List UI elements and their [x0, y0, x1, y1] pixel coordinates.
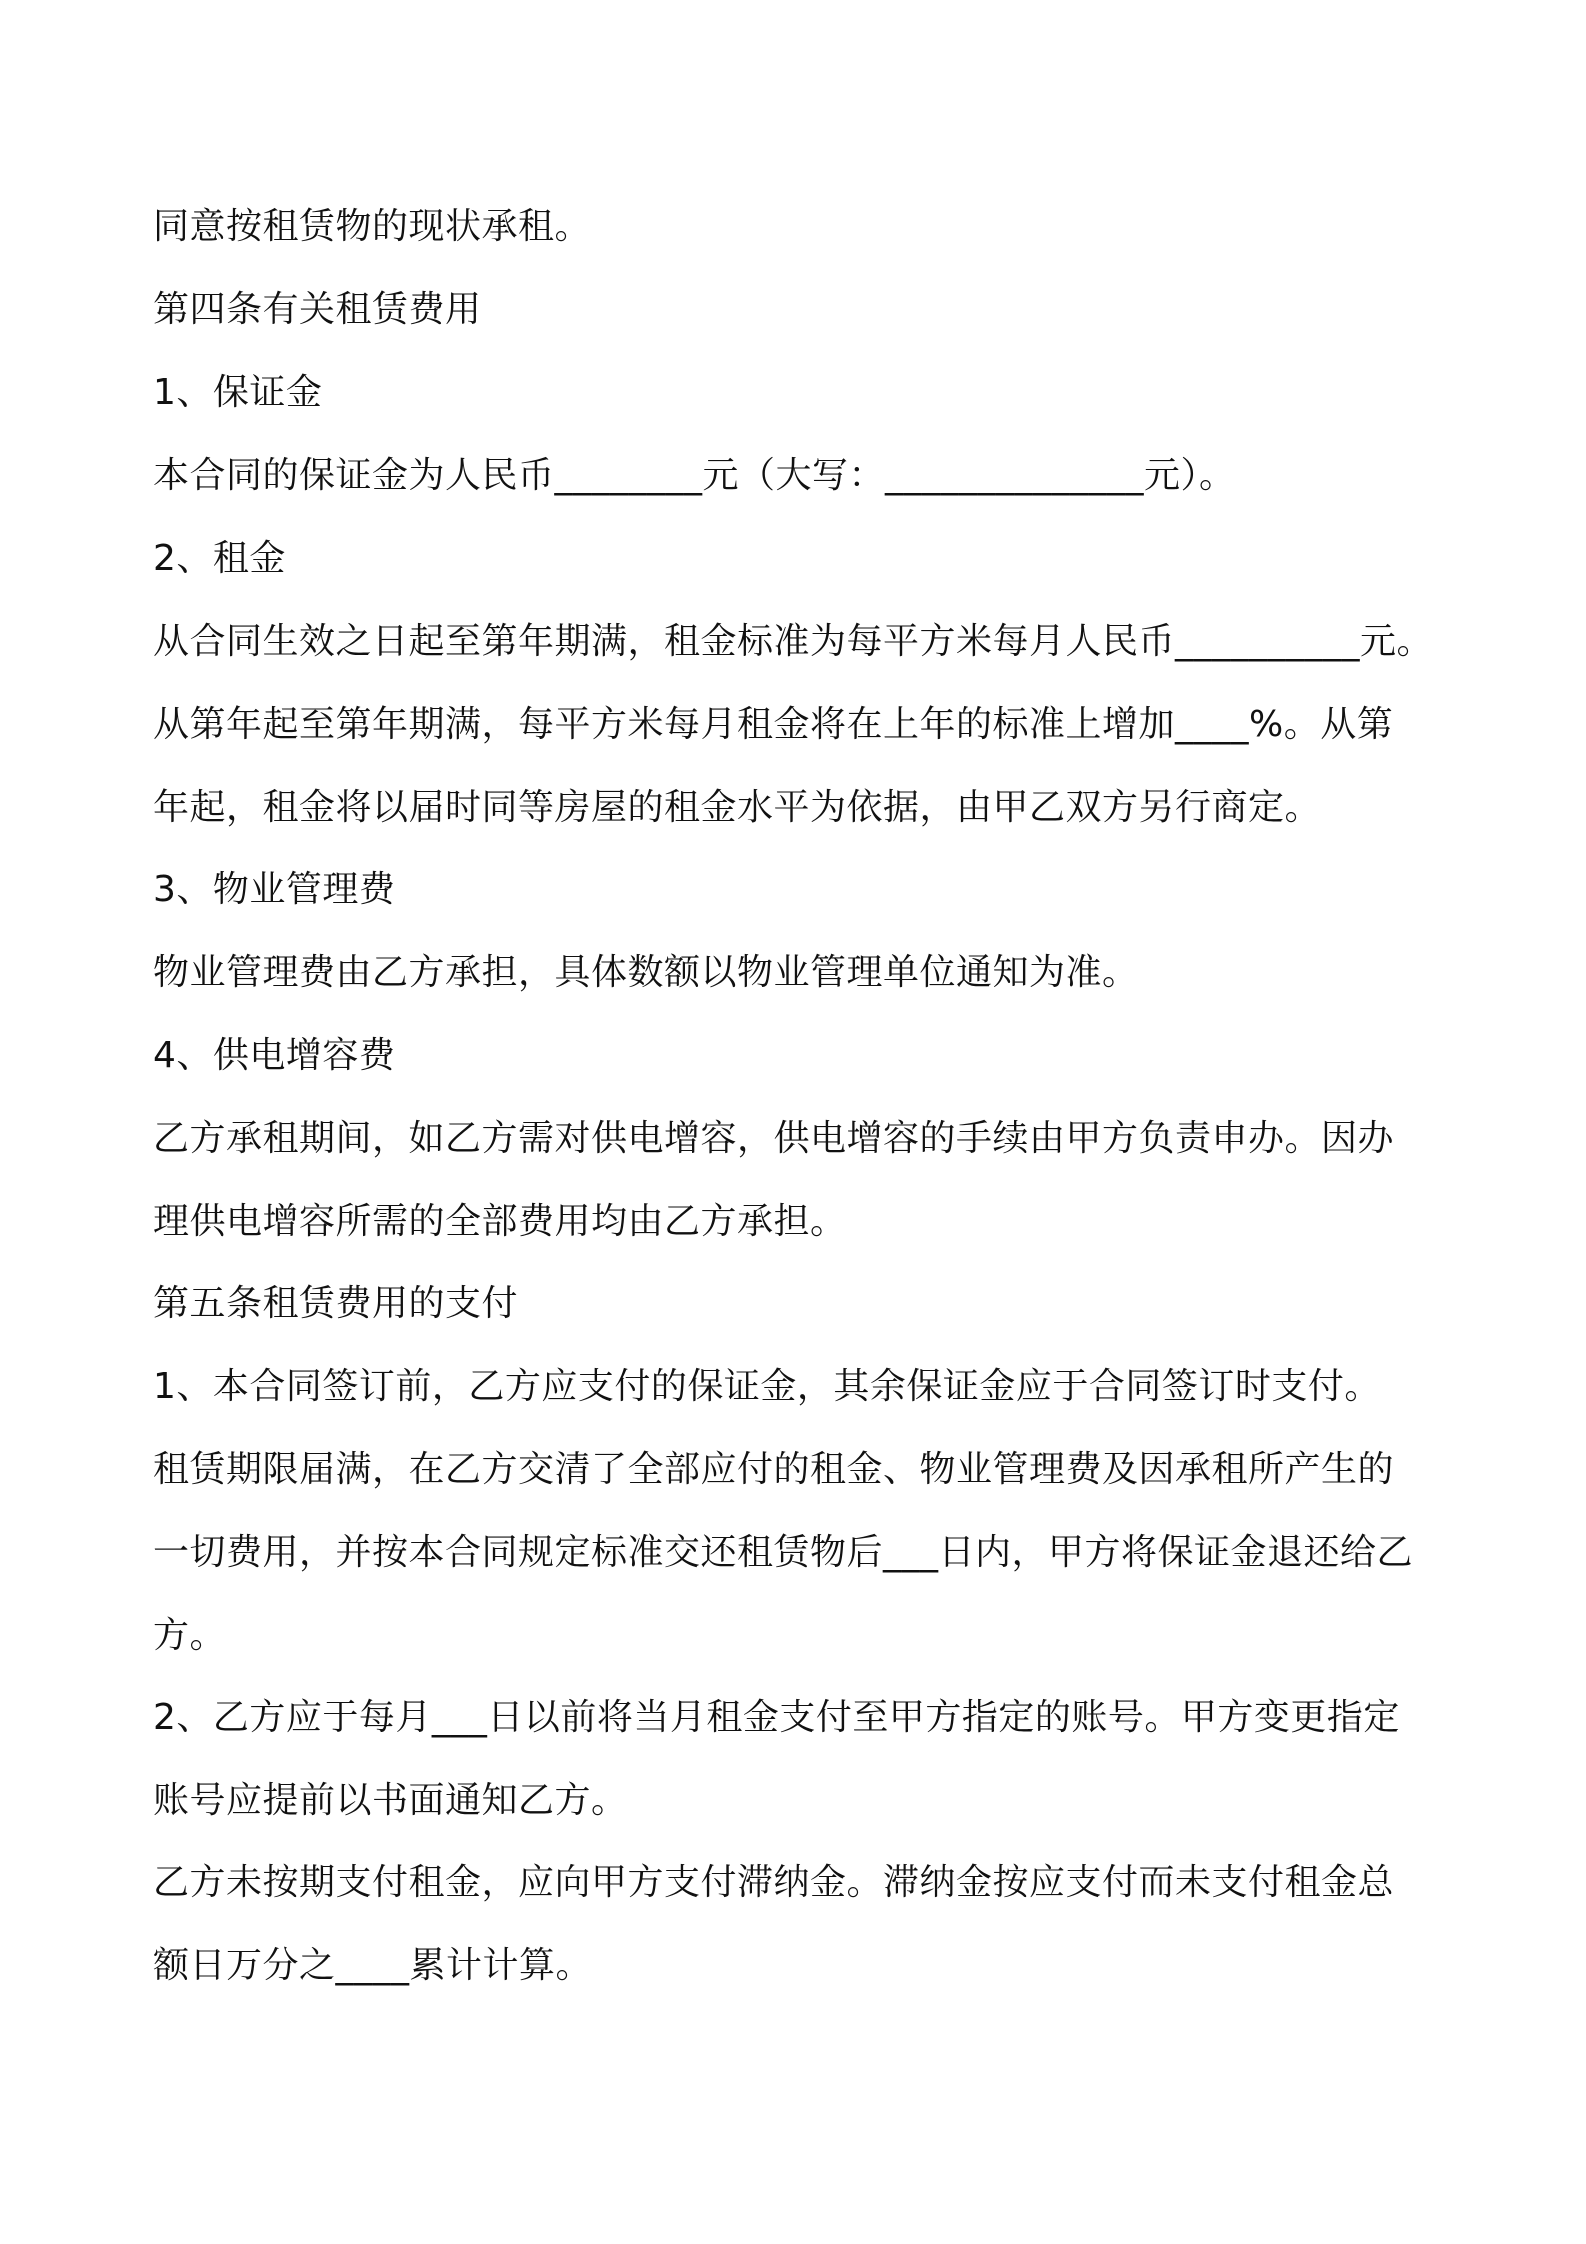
text-line: 2、乙方应于每月___日以前将当月租金支付至甲方指定的账号。甲方变更指定: [153, 1697, 1400, 1738]
text-line: 理供电增容所需的全部费用均由乙方承担。: [153, 1201, 847, 1242]
subheading-power-capacity-fee: 4、供电增容费: [153, 1035, 396, 1076]
text-line: 同意按租赁物的现状承租。: [153, 206, 592, 247]
text-line: 账号应提前以书面通知乙方。: [153, 1780, 628, 1821]
subheading-property-fee: 3、物业管理费: [153, 869, 396, 910]
text-line: 从第年起至第年期满，每平方米每月租金将在上年的标准上增加____%。从第: [153, 704, 1394, 745]
text-line: 年起，租金将以届时同等房屋的租金水平为依据，由甲乙双方另行商定。: [153, 787, 1322, 828]
text-line: 方。: [153, 1615, 227, 1656]
text-line: 一切费用，并按本合同规定标准交还租赁物后___日内，甲方将保证金退还给乙: [153, 1532, 1414, 1573]
text-line: 1、本合同签订前，乙方应支付的保证金，其余保证金应于合同签订时支付。: [153, 1366, 1381, 1407]
text-line: 租赁期限届满，在乙方交清了全部应付的租金、物业管理费及因承租所产生的: [153, 1449, 1395, 1490]
document-body: [153, 200, 1443, 2021]
text-line: 从合同生效之日起至第年期满，租金标准为每平方米每月人民币__________元。: [153, 621, 1434, 662]
section-heading-article-4: 第四条有关租赁费用: [153, 289, 482, 330]
text-line: 额日万分之____累计计算。: [153, 1945, 593, 1986]
text-line: 物业管理费由乙方承担，具体数额以物业管理单位通知为准。: [153, 952, 1139, 993]
text-line: 本合同的保证金为人民币________元（大写：______________元）。: [153, 455, 1236, 496]
text-line: 乙方承租期间，如乙方需对供电增容，供电增容的手续由甲方负责申办。因办: [153, 1118, 1395, 1159]
section-heading-article-5: 第五条租赁费用的支付: [153, 1283, 519, 1324]
text-line: 乙方未按期支付租金，应向甲方支付滞纳金。滞纳金按应支付而未支付租金总: [153, 1862, 1395, 1903]
subheading-rent: 2、租金: [153, 538, 286, 579]
subheading-deposit: 1、保证金: [153, 372, 323, 413]
